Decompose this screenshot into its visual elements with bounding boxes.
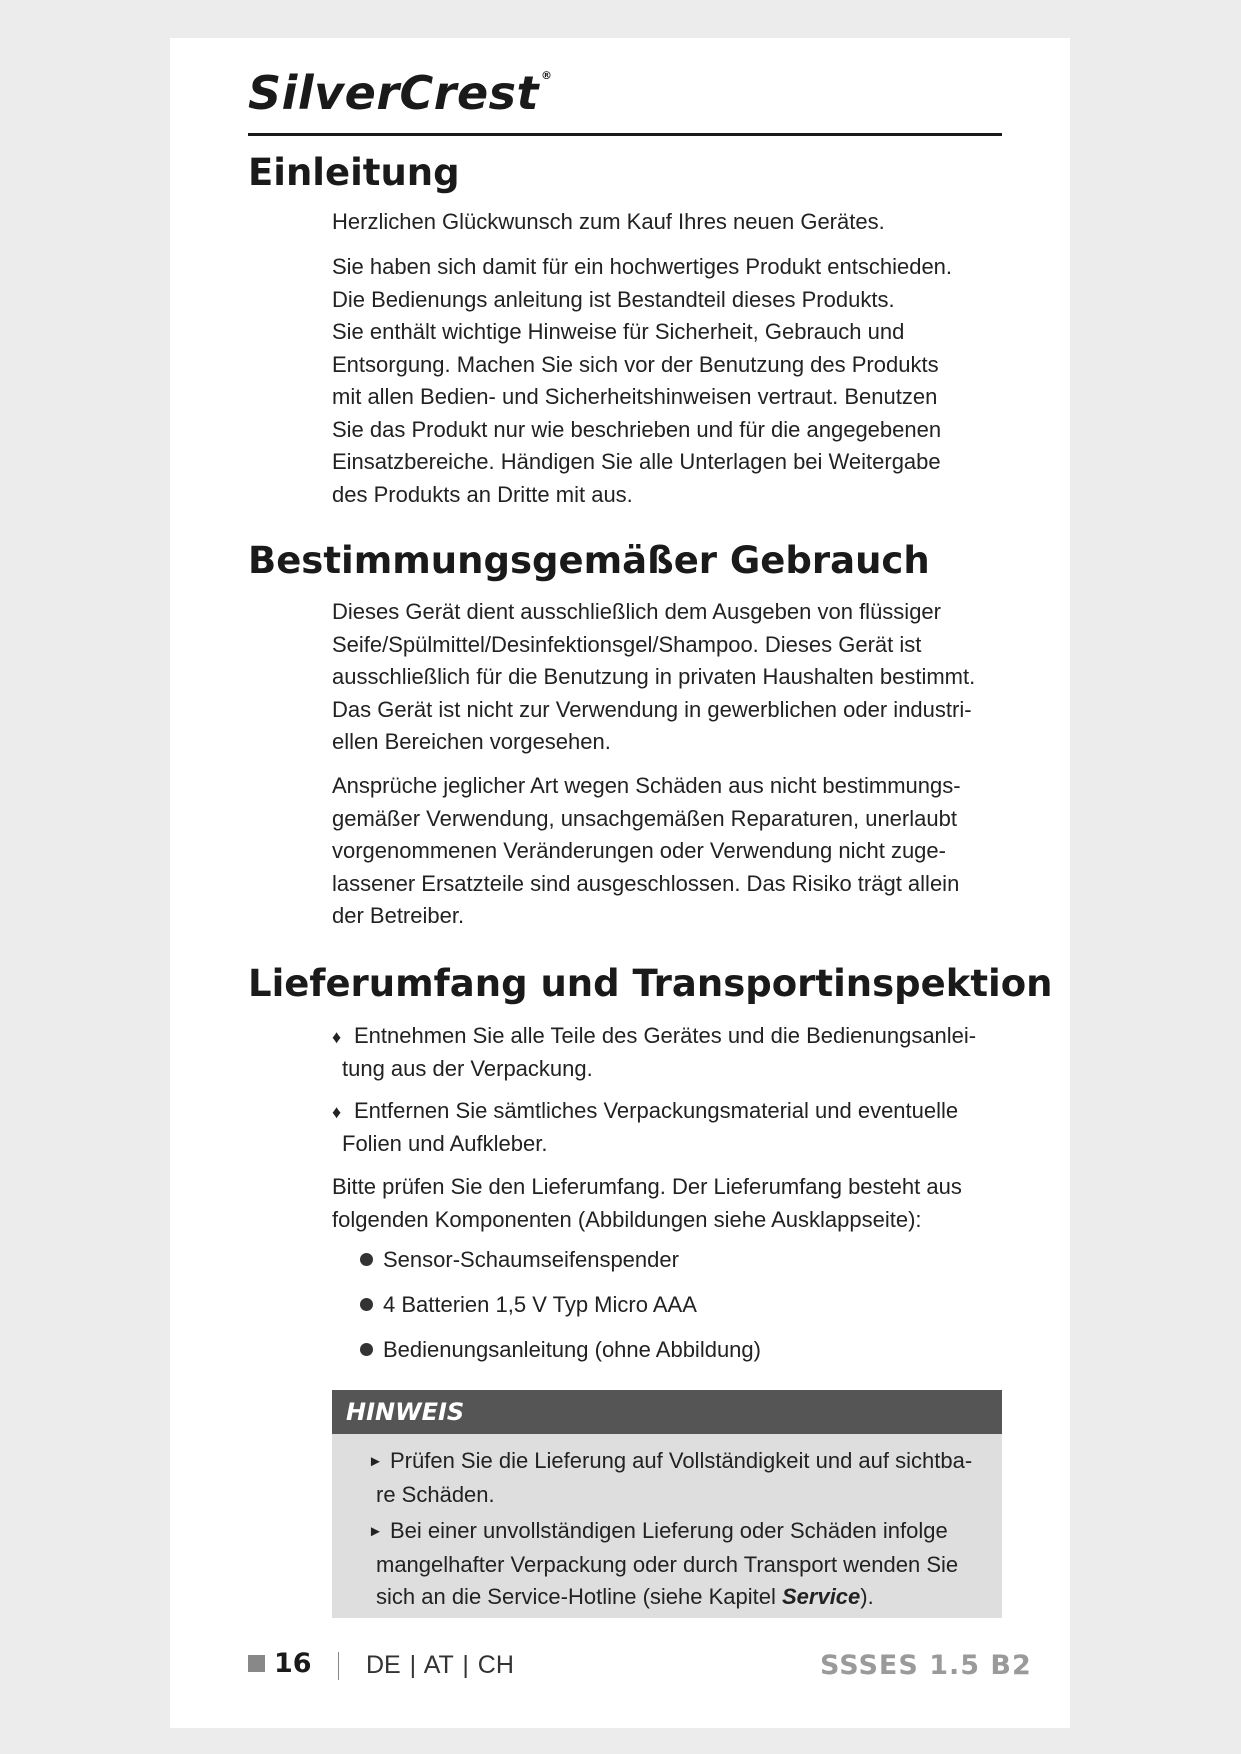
bullet-dot-icon [360, 1298, 373, 1311]
diamond-bullet-icon: ♦ [332, 1027, 342, 1047]
intro-paragraph-2: Sie haben sich damit für ein hochwertiges Produkt entschieden. Die Bedienungs anleitung ist Bestandteil dieses Produkts. Sie enthält wichtige Hinweise für Sicherheit, Gebrauch und Entsorgung. Machen Sie sich vor der Benutzung des Produkts mit allen Bedien- und Sicherheitshinweisen vertraut. Benutzen Sie das Produkt nur wie beschrieben und für die angegebenen Einsatzbereiche. Händigen Sie alle Unterlagen bei Weitergabe des Produkts an Dritte mit aus. [332, 254, 953, 507]
service-reference: Service [781, 1584, 861, 1609]
footer-divider [338, 1652, 339, 1680]
delivery-check-paragraph: Bitte prüfen Sie den Lieferumfang. Der Lieferumfang besteht aus folgenden Komponenten (Abbildungen siehe Ausklappseite): [332, 1174, 962, 1232]
note-item: ► Bei einer unvollständigen Lieferung oder Schäden infolge mangelhafter Verpackung oder durch Transport wenden Sie sich an die Service-Hotline (siehe Kapitel Service). [368, 1518, 959, 1609]
component-item: 4 Batterien 1,5 V Typ Micro AAA [360, 1290, 697, 1320]
section-title-intro: Einleitung [248, 151, 460, 194]
usage-paragraph-1: Dieses Gerät dient ausschließlich dem Ausgeben von flüssiger Seife/Spülmittel/Desinfektionsgel/Shampoo. Dieses Gerät ist ausschließlich für die Benutzung in privaten Haushalten bestimmt. Das Gerät ist nicht zur Verwendung in gewerblichen oder industri- ellen Bereichen vorgesehen. [332, 599, 976, 754]
arrow-right-icon: ► [368, 1453, 383, 1470]
list-item: ♦ Entfernen Sie sämtliches Verpackungsmaterial und eventuelle Folien und Aufkleber. [332, 1098, 959, 1156]
intro-paragraph-1: Herzlichen Glückwunsch zum Kauf Ihres neuen Gerätes. [332, 209, 885, 234]
note-header: HINWEIS [332, 1390, 1002, 1434]
footer-model: SSSES 1.5 B2 [820, 1650, 1032, 1681]
section-title-usage: Bestimmungsgemäßer Gebrauch [248, 539, 930, 582]
arrow-right-icon: ► [368, 1523, 383, 1540]
header-rule [248, 133, 1002, 136]
brand-logo: SilverCrest ® [248, 66, 553, 120]
footer-square [248, 1655, 265, 1672]
diamond-bullet-icon: ♦ [332, 1102, 342, 1122]
component-item: Sensor-Schaumseifenspender [360, 1245, 679, 1275]
footer-languages: DE | AT | CH [366, 1651, 514, 1679]
usage-paragraph-2: Ansprüche jeglicher Art wegen Schäden aus nicht bestimmungs- gemäßer Verwendung, unsachgemäßen Reparaturen, unerlaubt vorgenommenen Veränderungen oder Verwendung nicht zuge- lassener Ersatzteile sind ausgeschlossen. Das Risiko trägt allein der Betreiber. [332, 773, 961, 928]
note-item: ► Prüfen Sie die Lieferung auf Vollständigkeit und auf sichtba- re Schäden. [368, 1448, 973, 1507]
bullet-dot-icon [360, 1253, 373, 1266]
list-item: ♦ Entnehmen Sie alle Teile des Gerätes und die Bedienungsanlei- tung aus der Verpackung. [332, 1023, 977, 1081]
page-number: 16 [274, 1648, 312, 1679]
section-title-delivery: Lieferumfang und Transportinspektion [248, 962, 1053, 1005]
component-item: Bedienungsanleitung (ohne Abbildung) [360, 1335, 761, 1365]
bullet-dot-icon [360, 1343, 373, 1356]
